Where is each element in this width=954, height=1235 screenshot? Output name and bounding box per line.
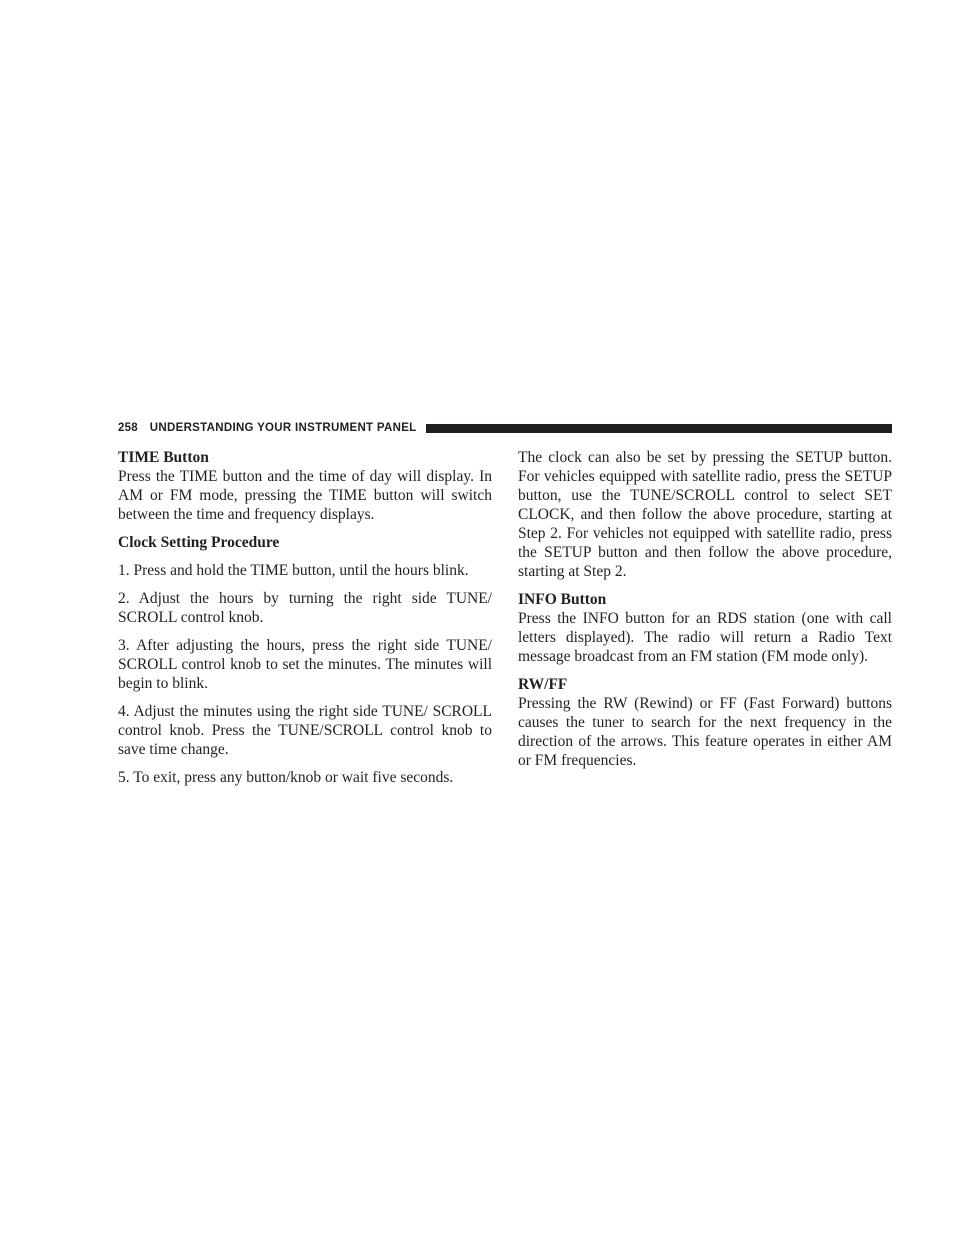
time-button-text: Press the TIME button and the time of day will display. In AM or FM mode, pressing the TIME button will switch between the time and frequency displays. (118, 468, 492, 523)
clock-step-5: 5. To exit, press any button/knob or wait five seconds. (118, 769, 454, 786)
right-column (518, 448, 892, 770)
rw-ff-text: Pressing the RW (Rewind) or FF (Fast Forward) buttons causes the tuner to search for the next frequency in the direction of the arrows. This feature operates in either AM or FM frequencies. (518, 695, 892, 769)
clock-step-3: 3. After adjusting the hours, press the right side TUNE/ SCROLL control knob to set the minutes. The minutes will begin to blink. (118, 637, 492, 692)
section-title: UNDERSTANDING YOUR INSTRUMENT PANEL (149, 422, 417, 434)
left-column (118, 448, 492, 787)
clock-step-4: 4. Adjust the minutes using the right side TUNE/ SCROLL control knob. Press the TUNE/SCROLL control knob to save time change. (118, 703, 492, 758)
info-button-text: Press the INFO button for an RDS station (one with call letters displayed). The radio will return a Radio Text message broadcast from an FM station (FM mode only). (518, 610, 892, 665)
page-header (118, 420, 892, 436)
rw-ff-heading: RW/FF (518, 676, 568, 693)
clock-setting-heading: Clock Setting Procedure (118, 534, 280, 551)
setup-clock-text: The clock can also be set by pressing the SETUP button. For vehicles equipped with satellite radio, press the SETUP button, use the TUNE/SCROLL control to select SET CLOCK, and then follow the above procedure, starting at Step 2. For vehicles not equipped with satellite radio, press the SETUP button and then follow the above procedure, starting at Step 2. (518, 449, 892, 580)
header-rule (426, 424, 893, 433)
clock-step-2: 2. Adjust the hours by turning the right side TUNE/ SCROLL control knob. (118, 590, 492, 626)
clock-step-1: 1. Press and hold the TIME button, until the hours blink. (118, 562, 469, 579)
page-number: 258 (118, 422, 138, 434)
info-button-heading: INFO Button (518, 591, 607, 608)
time-button-heading: TIME Button (118, 449, 209, 466)
